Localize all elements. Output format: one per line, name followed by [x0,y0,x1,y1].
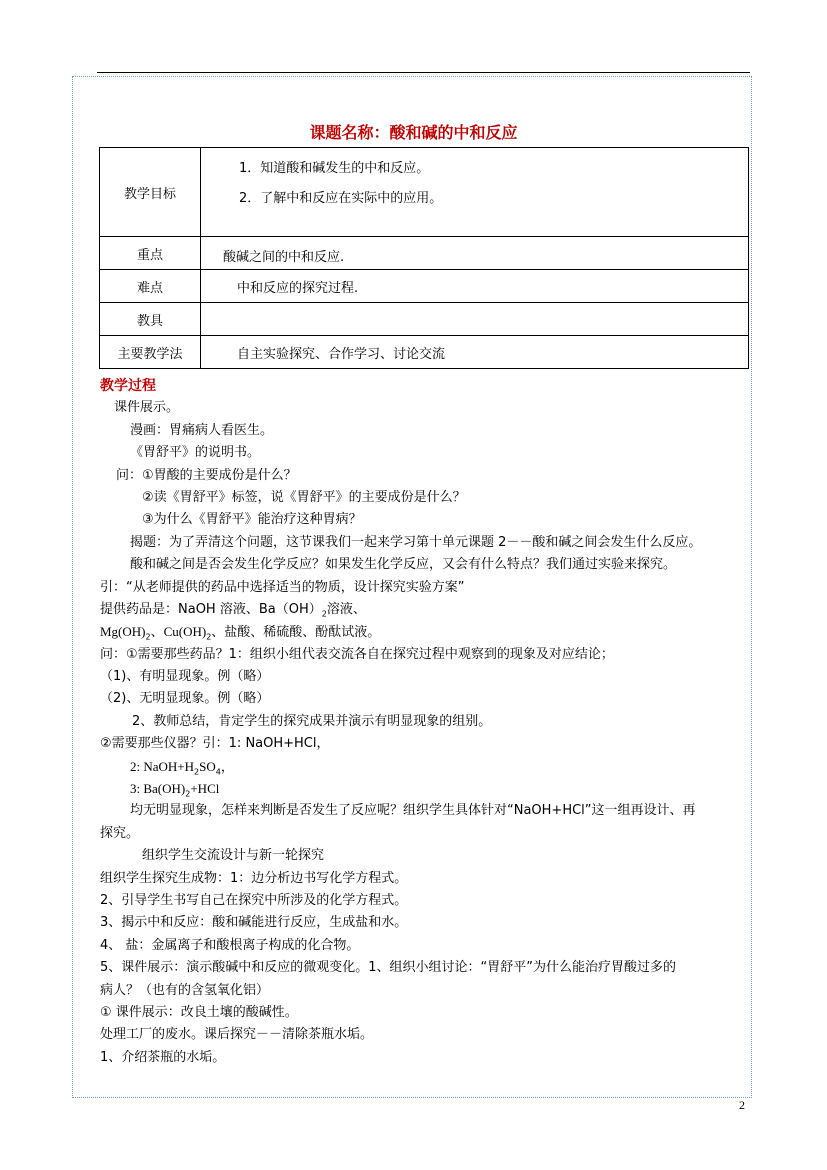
process-line: 5、课件展示：演示酸碱中和反应的微观变化。1、组织小组讨论：“胃舒平”为什么能治疗胃酸过多的 [100,960,677,976]
goal-item: 1．知道酸和碱发生的中和反应。 [239,161,430,176]
process-line [100,621,750,643]
process-line: 漫画：胃痛病人看医生。 [130,422,274,438]
process-line: 2、引导学生书写自己在探究中所涉及的化学方程式。 [100,892,408,908]
process-text: ， [220,759,234,775]
lesson-info-table [99,147,749,369]
process-line: 2、教师总结，肯定学生的探究成果并演示有明显现象的组别。 [132,713,492,729]
goals-label: 教学目标 [100,148,201,237]
page-title: 课题名称：酸和碱的中和反应 [309,123,518,142]
process-line: ① 课件展示：改良土壤的酸碱性。 [100,1004,298,1020]
process-line: 引：“从老师提供的药品中选择适当的物质，设计探究实验方案” [100,579,465,595]
header-rule [97,72,750,73]
subscript: 2 [206,632,212,642]
goals-cell [201,148,749,237]
page-number: 2 [739,1098,745,1112]
process-heading: 教学过程 [100,378,156,394]
difficulty-label: 难点 [100,270,201,303]
process-text: 提供药品是：NaOH 溶液、Ba（OH） [100,601,322,617]
goal-item: 2．了解中和反应在实际中的应用。 [239,191,443,206]
formula-text: Mg(OH) [100,624,146,640]
process-line: 问：①需要那些药品？1：组织小组代表交流各自在探究过程中观察到的现象及对应结论； [100,646,614,662]
subscript: 4 [215,767,221,777]
subscript: 2 [145,632,151,642]
method-value: 自主实验探究、合作学习、讨论交流 [201,336,749,369]
formula-text: 3: Ba(OH) [130,781,186,797]
difficulty-value: 中和反应的探究过程. [201,270,749,303]
tools-label: 教具 [100,303,201,336]
subscript: 2 [321,609,327,619]
formula-text: 2: NaOH+H [130,758,195,774]
process-line: 病人？（也有的含氢氧化铝） [100,982,270,998]
process-line: 4、 盐：金属离子和酸根离子构成的化合物。 [100,937,360,953]
process-line [100,778,750,800]
key-label: 重点 [100,237,201,270]
process-line: 课件展示。 [114,400,180,416]
process-line [100,599,750,621]
process-text: 、盐酸、稀硫酸、酚酞试液。 [211,625,381,641]
process-line: （2)、无明显现象。例（略） [100,691,270,707]
process-line: 酸和碱之间是否会发生化学反应？如果发生化学反应，又会有什么特点？我们通过实验来探究。 [130,557,677,573]
process-line: 问：①胃酸的主要成份是什么？ [116,467,297,483]
key-value: 酸碱之间的中和反应. [201,237,749,270]
process-line: 揭题：为了弄清这个问题，这节课我们一起来学习第十单元课题 2－－酸和碱之间会发生什么反应。 [130,534,702,550]
process-line: 组织学生交流设计与新一轮探究 [142,848,325,864]
formula-text: +HCl [190,781,220,797]
process-line: 组织学生探究生成物：1：边分析边书写化学方程式。 [100,870,408,886]
process-line: 《胃舒平》的说明书。 [130,445,261,461]
process-line: 处理工厂的废水。课后探究－－清除茶瓶水垢。 [100,1027,374,1043]
tools-value [201,303,749,336]
process-line [100,756,750,778]
subscript: 2 [194,767,200,777]
process-line: 均无明显现象，怎样来判断是否发生了反应呢？组织学生具体针对“NaOH+HCl”这一组再设计、再 [130,803,696,819]
teaching-process [100,375,750,1069]
process-line: 3、揭示中和反应：酸和碱能进行反应，生成盐和水。 [100,915,408,931]
formula-text: 、Cu(OH) [150,624,207,640]
process-line: ②读《胃舒平》标签，说《胃舒平》的主要成份是什么？ [142,489,466,505]
method-label: 主要教学法 [100,336,201,369]
formula-text: SO [199,758,216,774]
process-line: ③为什么《胃舒平》能治疗这种胃病？ [142,512,362,528]
process-line: 探究。 [100,825,140,841]
subscript: 2 [185,789,191,799]
process-line: 1、介绍茶瓶的水垢。 [100,1049,226,1065]
process-line: ②需要那些仪器？引：1: NaOH+HCl， [100,736,330,752]
process-text: 溶液、 [326,601,366,617]
process-line: （1)、有明显现象。例（略） [100,669,270,685]
